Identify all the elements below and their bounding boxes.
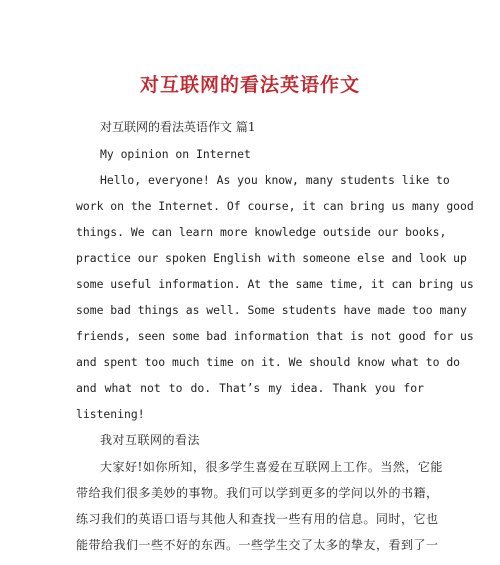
english-title: My opinion on Internet xyxy=(100,147,251,161)
essay-heading: 对互联网的看法英语作文 篇1 xyxy=(100,120,256,134)
paragraph-line: 带给我们很多美妙的事物。我们可以学到更多的学问以外的书籍， xyxy=(76,486,439,500)
paragraph-line: practice our spoken English with someone else and look up xyxy=(76,251,467,265)
chinese-title: 我对互联网的看法 xyxy=(100,433,201,447)
paragraph-line: friends, seen some bad information that is not good for us xyxy=(76,329,474,343)
paragraph-line: listening! xyxy=(76,407,145,421)
paragraph-line: some useful information. At the same time, it can bring us xyxy=(76,277,474,291)
paragraph-line: and what not to do. That’s my idea. Thank you for xyxy=(76,381,424,395)
paragraph-line: work on the Internet. Of course, it can bring us many good xyxy=(76,199,474,213)
document-title: 对互联网的看法英语作文 xyxy=(139,74,360,96)
paragraph-line: and spent too much time on it. We should know what to do xyxy=(76,355,461,369)
paragraph-line: things. We can learn more knowledge outside our books, xyxy=(76,225,447,239)
paragraph-line: 大家好!如你所知，很多学生喜爱在互联网上工作。当然，它能 xyxy=(100,460,443,474)
paragraph-line: Hello, everyone! As you know, many students like to xyxy=(100,173,450,187)
paragraph-line: 能带给我们一些不好的东西。一些学生交了太多的挚友，看到了一 xyxy=(76,538,439,552)
paragraph-line: 练习我们的英语口语与其他人和查找一些有用的信息。同时，它也 xyxy=(76,512,439,526)
paragraph-line: some bad things as well. Some students have made too many xyxy=(76,303,467,317)
